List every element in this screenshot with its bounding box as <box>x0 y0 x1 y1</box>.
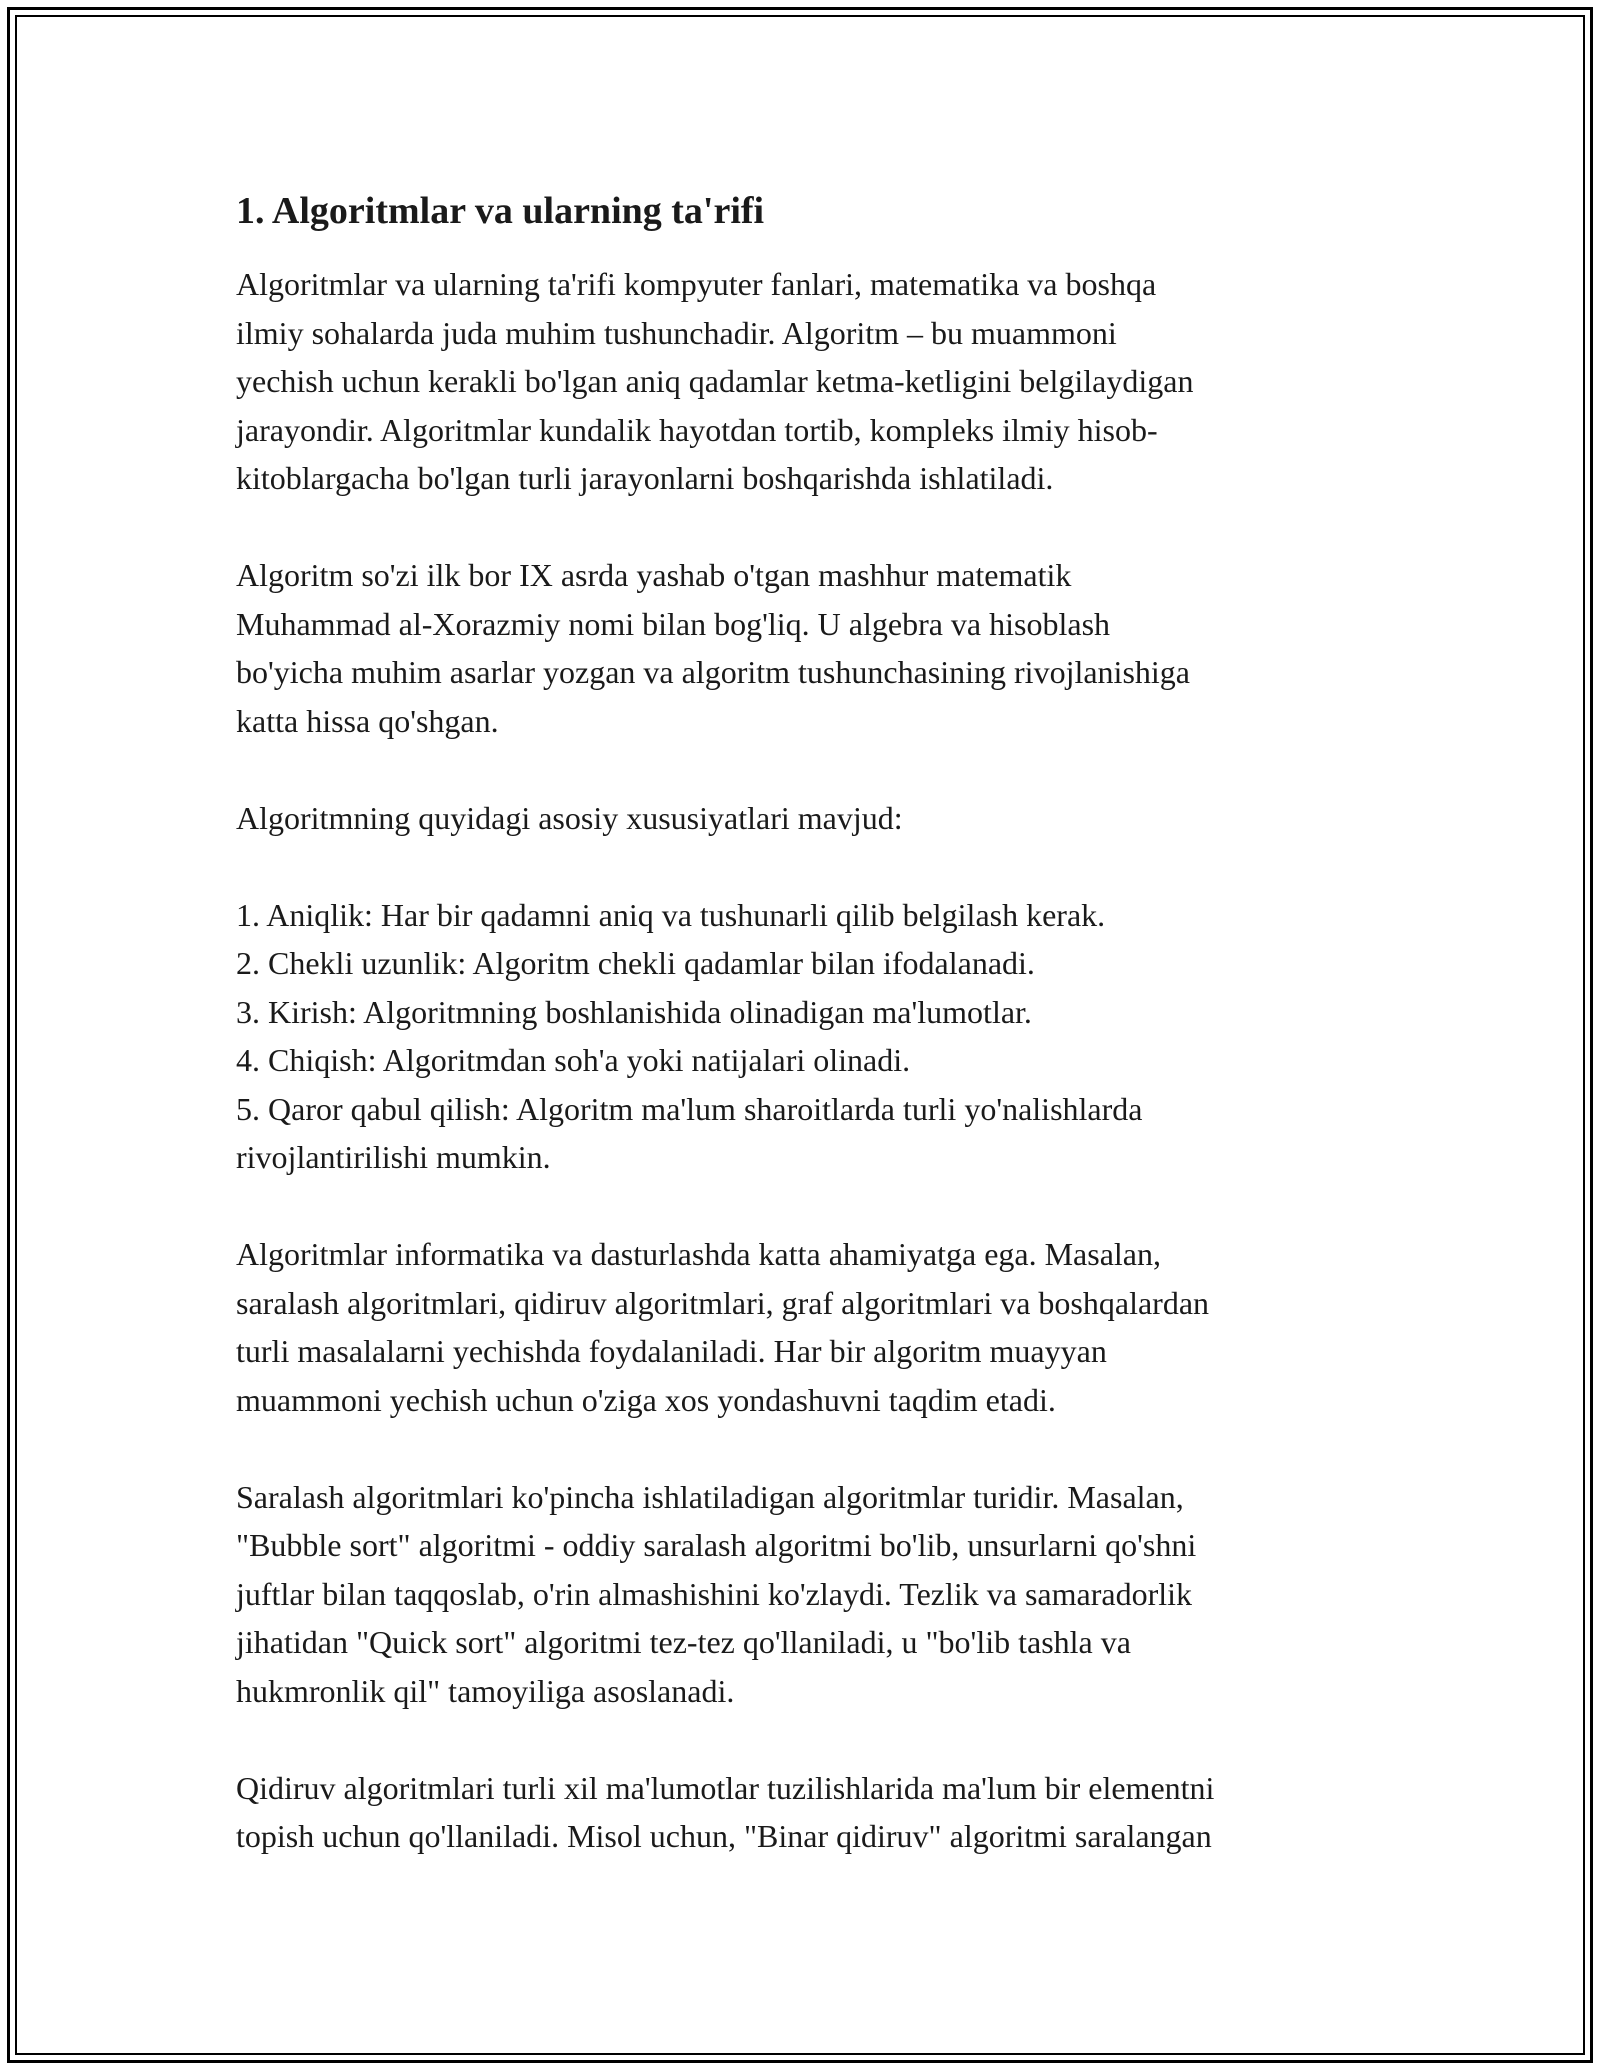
text-line: topish uchun qo'llaniladi. Misol uchun, "Binar qidiruv" algoritmi saralangan <box>236 1818 1212 1854</box>
text-line: ilmiy sohalarda juda muhim tushunchadir. Algoritm – bu muammoni <box>236 314 1117 351</box>
text-line: Algoritmlar informatika va dasturlashda katta ahamiyatga ega. Masalan, <box>236 1236 1161 1272</box>
paragraph-history <box>236 551 1396 745</box>
text-line: Algoritmning quyidagi asosiy xususiyatlari mavjud: <box>236 799 903 836</box>
text-line: Muhammad al-Xorazmiy nomi bilan bog'liq. U algebra va hisoblash <box>236 605 1111 642</box>
text-line: bo'yicha muhim asarlar yozgan va algoritm tushunchasining rivojlanishiga <box>236 654 1190 690</box>
text-line: jihatidan "Quick sort" algoritmi tez-tez qo'llaniladi, u "bo'lib tashla va <box>236 1624 1131 1660</box>
text-line: Algoritm so'zi ilk bor IX asrda yashab o'tgan mashhur matematik <box>236 557 1072 593</box>
text-line: katta hissa qo'shgan. <box>236 702 499 739</box>
paragraph-properties-intro <box>236 794 1396 843</box>
list-item-continuation: rivojlantirilishi mumkin. <box>236 1139 551 1175</box>
list-item: 3. Kirish: Algoritmning boshlanishida olinadigan ma'lumotlar. <box>236 993 1032 1030</box>
text-line: hukmronlik qil" tamoyiliga asoslanadi. <box>236 1672 735 1709</box>
list-item: 4. Chiqish: Algoritmdan soh'a yoki natijalari olinadi. <box>236 1042 911 1078</box>
paragraph-importance <box>236 1230 1396 1424</box>
text-line: Algoritmlar va ularning ta'rifi kompyuter fanlari, matematika va boshqa <box>236 266 1157 302</box>
text-line: "Bubble sort" algoritmi - oddiy saralash algoritmi bo'lib, unsurlarni qo'shni <box>236 1527 1197 1563</box>
paragraph-definition <box>236 260 1396 503</box>
section-heading: 1. Algoritmlar va ularning ta'rifi <box>236 190 765 232</box>
text-line: kitoblargacha bo'lgan turli jarayonlarni boshqarishda ishlatiladi. <box>236 460 1054 496</box>
text-line: muammoni yechish uchun o'ziga xos yondashuvni taqdim etadi. <box>236 1381 1056 1418</box>
text-line: jarayondir. Algoritmlar kundalik hayotdan tortib, kompleks ilmiy hisob- <box>236 411 1158 448</box>
text-line: turli masalalarni yechishda foydalaniladi. Har bir algoritm muayyan <box>236 1333 1107 1369</box>
text-line: yechish uchun kerakli bo'lgan aniq qadamlar ketma-ketligini belgilaydigan <box>236 363 1194 399</box>
properties-list <box>236 891 1396 1182</box>
text-line: saralash algoritmlari, qidiruv algoritmlari, graf algoritmlari va boshqalardan <box>236 1284 1210 1321</box>
document-body <box>236 186 1396 1909</box>
text-line: Qidiruv algoritmlari turli xil ma'lumotlar tuzilishlarida ma'lum bir elementni <box>236 1769 1215 1806</box>
text-line: juftlar bilan taqqoslab, o'rin almashishini ko'zlaydi. Tezlik va samaradorlik <box>236 1575 1193 1612</box>
paragraph-search <box>236 1764 1396 1861</box>
text-line: Saralash algoritmlari ko'pincha ishlatiladigan algoritmlar turidir. Masalan, <box>236 1478 1184 1515</box>
list-item: 2. Chekli uzunlik: Algoritm chekli qadamlar bilan ifodalanadi. <box>236 945 1035 981</box>
paragraph-sorting <box>236 1473 1396 1716</box>
list-item: 5. Qaror qabul qilish: Algoritm ma'lum sharoitlarda turli yo'nalishlarda <box>236 1090 1143 1127</box>
list-item: 1. Aniqlik: Har bir qadamni aniq va tushunarli qilib belgilash kerak. <box>236 896 1106 933</box>
